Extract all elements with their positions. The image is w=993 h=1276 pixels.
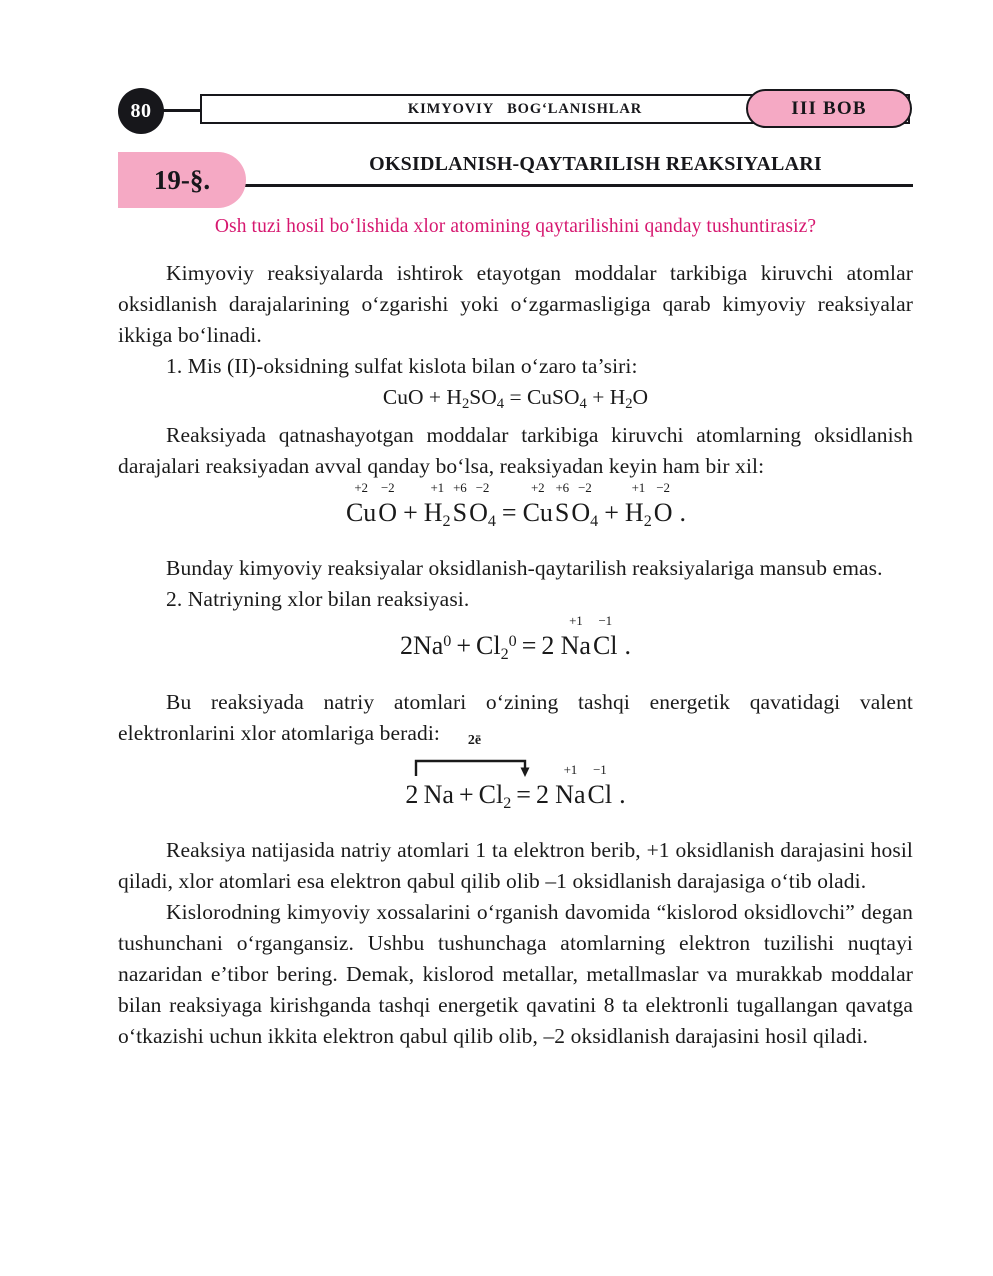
chapter-badge: III BOB [746,89,912,128]
coefficient-2-left: 2 [405,779,424,809]
term-o4-minus2-product: −2 $O_4$ [571,480,599,530]
term-cl2-zero: $Cl_2^0$ [476,631,517,664]
paragraph-4: Bunday kimyoviy reaksiyalar oksidlanish-qaytarilish reaksiyalariga mansub emas. [166,556,883,581]
oxidation-state-label: −2 [380,480,395,496]
oxidation-state-label: +2 [354,480,368,496]
term-na-plus1: +1 Na [560,613,591,661]
paragraph-2: 1. Mis (II)-oksidning sulfat kislota bilan o‘zaro ta’siri: [166,354,638,378]
term-na-zero: Na$^0$ [412,631,452,661]
term-h2-plus1-product: +1 $H_2$ [624,480,652,530]
paragraph-5: 2. Natriyning xlor bilan reaksiyasi. [166,587,470,612]
term-cu-plus2-product: +2 Cu [522,480,553,528]
oxidation-state-label: −1 [593,761,607,777]
paragraph-3: Reaksiyada qatnashayotgan moddalar tarkibiga kiruvchi atomlarning oksidlanish darajalari reaksiyadan avval qanday bo‘lsa, reaksiyadan keyin ham bir xil: [118,423,913,479]
term-o4-minus2: −2 $O_4$ [469,480,496,530]
equation-cuo-h2so4-plain [118,382,913,420]
page-number-connector [160,109,202,112]
oxidation-state-label: +1 [563,761,578,777]
oxidation-state-label: +1 [569,613,583,629]
operator-plus: + [456,631,472,661]
equation-na-cl2-electron-transfer [118,732,913,813]
equation-period: . [679,498,687,528]
paragraph-1: Kimyoviy reaksiyalarda ishtirok etayotgan moddalar tarkibiga kiruvchi atomlar oksidlanish darajalarining o‘zgarishi yoki o‘zgarmasligiga qarab kimyoviy reaksiyalar ikkiga bo‘linadi. [118,261,913,347]
term-o-minus2: −2 O [378,480,398,528]
term-cl-minus1: −1 Cl [592,613,618,661]
lead-question: Osh tuzi hosil bo‘lishida xlor atomining qaytarilishini qanday tushuntirasiz? [214,216,817,237]
electron-count-label: 2ē [467,732,482,748]
term-cl2: $Cl_2$ [478,779,512,812]
term-s-plus6-product: +6 S [554,480,570,528]
operator-equals: = [521,631,537,661]
equation-na-cl2-oxidation-states [118,613,913,664]
equation-cuo-h2so4-oxidation-states [118,480,913,531]
paragraph-7: Reaksiya natijasida natriy atomlari 1 ta elektron berib, +1 oksidlanish darajasini hosil qiladi, xlor atomlari esa elektron qabul qilib olib –1 oksidlanish darajasiga o‘tib oladi. [118,838,913,894]
paragraph-8: Kislorodning kimyoviy xossalarini o‘rganish davomida “kislorod oksidlovchi” degan tushunchani o‘rgangansiz. Ushbu tushunchaga atomlarning elektron tuzilishi nuqtayi nazaridan e’tibor bering. Demak, kislorod metallar, metallmaslar va murakkab moddalar bilan reaksiyaga kirishganda tashqi energetik qavatini 8 ta elektronli tugallangan qavatga o‘tkazishi uchun ikkita elektron qabul qilib olib, –2 oksidlanish darajasini hosil qiladi. [118,900,913,1049]
coefficient-2-right: 2 [535,779,555,809]
page-number-badge: 80 [118,88,164,134]
oxidation-state-label: +2 [531,480,545,496]
oxidation-state-label: +1 [430,480,444,496]
electron-transfer-arrow-icon [413,754,535,774]
operator-equals: = [516,779,531,809]
operator-equals: = [501,498,517,528]
term-na: Na [423,779,454,809]
body-content [118,258,913,1052]
equation-period: . [619,779,626,809]
running-title: KIMYOVIY BOG‘LANISHLAR [407,100,643,117]
section-number-badge: 19-§. [118,152,246,208]
section-title: OKSIDLANISH-QAYTARILISH REAKSIYALARI [278,152,913,177]
oxidation-state-label: −2 [578,480,592,496]
oxidation-state-label: −2 [475,480,490,496]
oxidation-state-label: +1 [631,480,646,496]
section-header [118,152,913,208]
coefficient-2-left: 2 [399,631,413,661]
equation-period: . [624,631,632,661]
term-o-minus2-product: −2 O [653,480,673,528]
term-cu-plus2: +2 Cu [345,480,377,528]
equation-1-text: CuO + $H_2SO_4$ = CuSO$_4$ + $H_2O$ [382,385,649,413]
oxidation-state-label: +6 [453,480,467,496]
running-header [118,88,913,132]
term-h2-plus1: +1 $H_2$ [423,480,451,530]
operator-plus: + [458,779,474,809]
oxidation-state-label: −1 [598,613,612,629]
oxidation-state-label: −2 [656,480,670,496]
oxidation-state-label: +6 [555,480,569,496]
coefficient-2-right: 2 [541,631,560,661]
paragraph-6: Bu reaksiyada natriy atomlari o‘zining tashqi energetik qavatidagi valent elektronlarini xlor atomlariga beradi: [118,689,913,745]
section-rule [238,184,913,187]
operator-plus: + [403,498,418,528]
electron-transfer-group [405,732,512,813]
term-s-plus6: +6 S [452,480,468,528]
operator-plus: + [604,498,619,528]
term-cl-minus1: −1 Cl [587,761,613,809]
term-na-plus1: +1 Na [555,761,586,809]
